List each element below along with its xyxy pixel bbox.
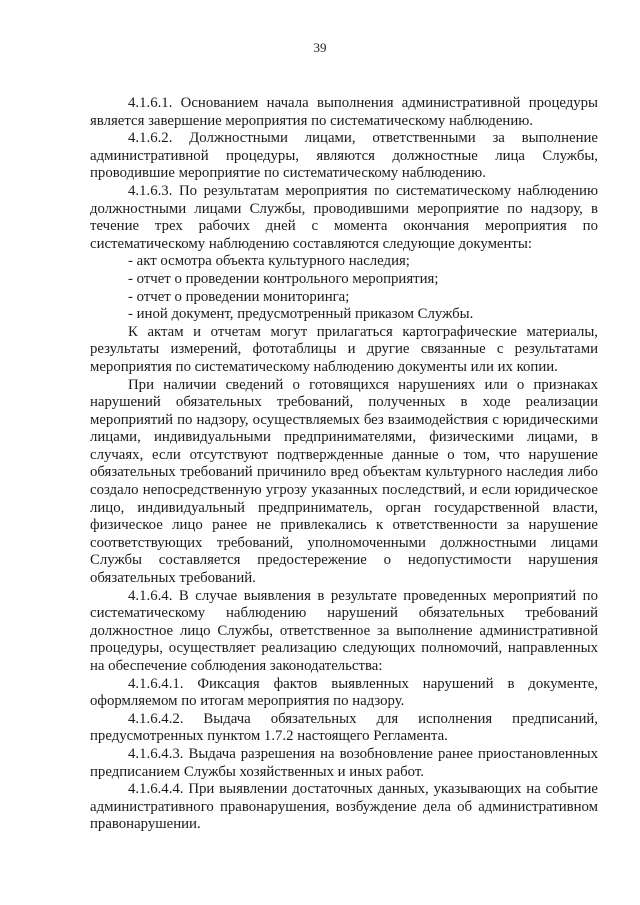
paragraph-attachments: К актам и отчетам могут прилагаться картографические материалы, результаты измерений, фототаблицы и другие связанные с результатами мероприятия по систематическому наблюдению документы или их копии.	[90, 323, 598, 375]
paragraph-warning: При наличии сведений о готовящихся нарушениях или о признаках нарушений обязательных требований, полученных в ходе реализации мероприятий по надзору, осуществляемых без взаимодействия с юридическими лицами, индивидуальными предпринимателями, физическими лицами, в случаях, если отсутствуют подтвержденные данные о том, что нарушение обязательных требований причинило вред объектам культурного наследия либо создало непосредственную угрозу указанных последствий, и если юридическое лицо, индивидуальный предприниматель, орган государственной власти, физическое лицо ранее не привлекались к ответственности за нарушение соответствующих требований, уполномоченными должностными лицами Службы составляется предостережение о недопустимости нарушения обязательных требований.	[90, 376, 598, 587]
paragraph-4-1-6-4-4: 4.1.6.4.4. При выявлении достаточных данных, указывающих на событие административного правонарушения, возбуждение дела об административном правонарушении.	[90, 781, 598, 833]
paragraph-4-1-6-4-1: 4.1.6.4.1. Фиксация фактов выявленных нарушений в документе, оформляемом по итогам мероприятия по надзору.	[90, 675, 598, 710]
paragraph-4-1-6-4-2: 4.1.6.4.2. Выдача обязательных для исполнения предписаний, предусмотренных пунктом 1.7.2 настоящего Регламента.	[90, 710, 598, 745]
paragraph-4-1-6-4: 4.1.6.4. В случае выявления в результате проведенных мероприятий по систематическому наблюдению нарушений обязательных требований должностное лицо Службы, ответственное за выполнение административной процедуры, осуществляет реализацию следующих полномочий, направленных на обеспечение соблюдения законодательства:	[90, 587, 598, 674]
list-item: - отчет о проведении контрольного мероприятия;	[128, 270, 439, 287]
paragraph-4-1-6-4-3: 4.1.6.4.3. Выдача разрешения на возобновление ранее приостановленных предписанием Службы хозяйственных и иных работ.	[90, 745, 598, 780]
page-number: 39	[313, 40, 327, 55]
list-item: - иной документ, предусмотренный приказом Службы.	[128, 306, 474, 323]
paragraph-4-1-6-2: 4.1.6.2. Должностными лицами, ответственными за выполнение административной процедуры, являются должностные лица Службы, проводившие мероприятие по систематическому наблюдению.	[90, 130, 598, 182]
paragraph-4-1-6-3: 4.1.6.3. По результатам мероприятия по систематическому наблюдению должностными лицами Службы, проводившими мероприятие по надзору, в течение трех рабочих дней с момента окончания мероприятия по систематическому наблюдению составляются следующие документы:	[90, 182, 598, 252]
document-body	[90, 95, 598, 834]
list-item: - акт осмотра объекта культурного наследия;	[128, 253, 410, 270]
list-item: - отчет о проведении мониторинга;	[128, 288, 350, 305]
paragraph-4-1-6-1: 4.1.6.1. Основанием начала выполнения административной процедуры является завершение мероприятия по систематическому наблюдению.	[90, 95, 598, 129]
